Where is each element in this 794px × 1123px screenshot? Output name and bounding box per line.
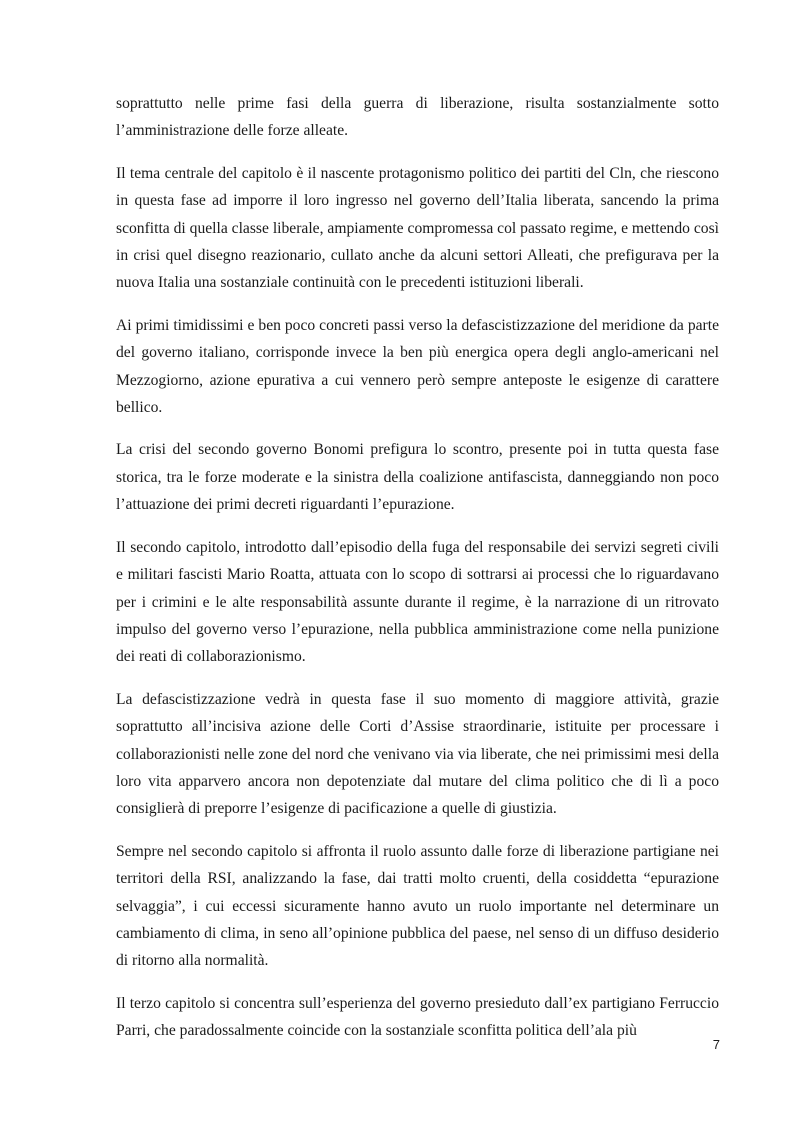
document-page [116, 90, 719, 1060]
paragraph-8: Il terzo capitolo si concentra sull’esperienza del governo presieduto dall’ex partigiano Ferruccio Parri, che paradossalmente coincide con la sostanziale sconfitta politica dell’ala più [116, 994, 719, 1040]
page-number: 7 [712, 1037, 720, 1052]
paragraph-7: Sempre nel secondo capitolo si affronta il ruolo assunto dalle forze di liberazione partigiane nei territori della RSI, analizzando la fase, dai tratti molto cruenti, della cosiddetta “epurazione selvaggia”, i cui eccessi sicuramente hanno avuto un ruolo importante nel determinare un cambiamento di clima, in seno all’opinione pubblica del paese, nel senso di un diffuso desiderio di ritorno alla normalità. [116, 842, 719, 970]
paragraph-5: Il secondo capitolo, introdotto dall’episodio della fuga del responsabile dei servizi segreti civili e militari fascisti Mario Roatta, attuata con lo scopo di sottrarsi ai processi che lo riguardavano per i crimini e le alte responsabilità assunte durante il regime, è la narrazione di un ritrovato impulso del governo verso l’epurazione, nella pubblica amministrazione come nella punizione dei reati di collaborazionismo. [116, 538, 719, 666]
paragraph-6: La defascistizzazione vedrà in questa fase il suo momento di maggiore attività, grazie soprattutto all’incisiva azione delle Corti d’Assise straordinarie, istituite per processare i collaborazionisti nelle zone del nord che venivano via via liberate, che nei primissimi mesi della loro vita apparvero ancora non depotenziate dal mutare del clima politico che di lì a poco consiglierà di preporre l’esigenze di pacificazione a quelle di giustizia. [116, 690, 719, 818]
paragraph-4: La crisi del secondo governo Bonomi prefigura lo scontro, presente poi in tutta questa fase storica, tra le forze moderate e la sinistra della coalizione antifascista, danneggiando non poco l’attuazione dei primi decreti riguardanti l’epurazione. [116, 441, 719, 514]
paragraph-1: soprattutto nelle prime fasi della guerra di liberazione, risulta sostanzialmente sotto l’amministrazione delle forze alleate. [116, 95, 719, 140]
paragraph-3: Ai primi timidissimi e ben poco concreti passi verso la defascistizzazione del meridione da parte del governo italiano, corrisponde invece la ben più energica opera degli anglo-americani nel Mezzogiorno, azione epurativa a cui vennero però sempre anteposte le esigenze di carattere bellico. [116, 316, 719, 417]
paragraph-2: Il tema centrale del capitolo è il nascente protagonismo politico dei partiti del Cln, che riescono in questa fase ad imporre il loro ingresso nel governo dell’Italia liberata, sancendo la prima sconfitta di quella classe liberale, ampiamente compromessa col passato regime, e mettendo così in crisi quel disegno reazionario, cullato anche da alcuni settori Alleati, che prefigurava per la nuova Italia una sostanziale continuità con le precedenti istituzioni liberali. [116, 164, 719, 292]
